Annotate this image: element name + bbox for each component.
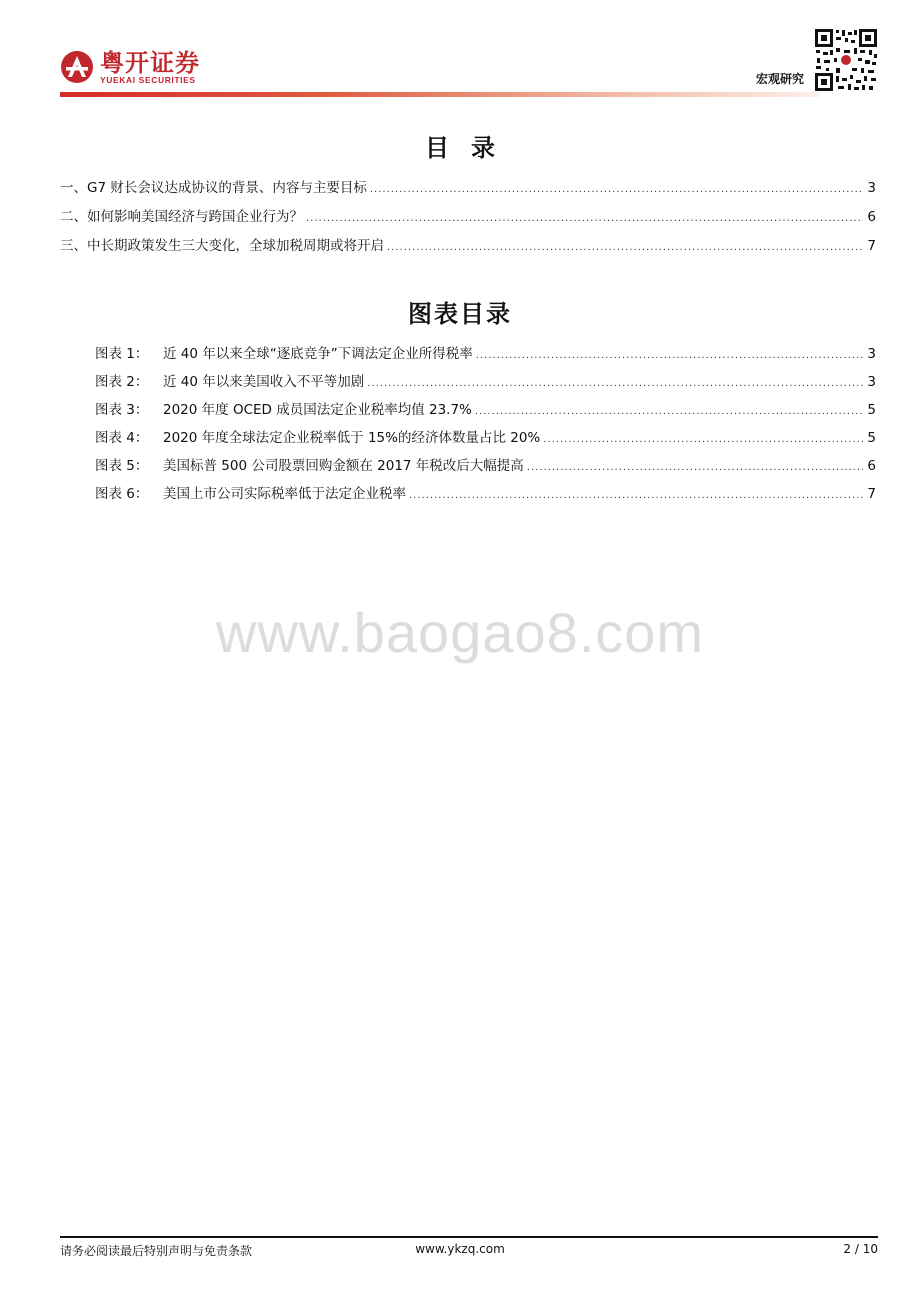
figure-entry[interactable] [95, 373, 876, 393]
company-logo [60, 48, 280, 88]
figure-entry-number: 图表 3： [95, 402, 149, 418]
figure-entry-number: 图表 4： [95, 430, 149, 446]
figure-entry[interactable] [95, 485, 876, 505]
figure-entry-number: 图表 1： [95, 346, 149, 362]
toc-entry-page: 7 [867, 238, 876, 254]
toc-entry[interactable] [60, 179, 876, 199]
toc-entry[interactable] [60, 237, 876, 257]
figure-entry-page: 5 [867, 402, 876, 418]
dot-leader [527, 459, 864, 477]
figure-entry-page: 3 [867, 374, 876, 390]
page-number: 2 / 10 [843, 1242, 878, 1256]
dot-leader [370, 181, 864, 199]
toc-entry-number: 二、 [60, 209, 87, 225]
figure-entry-title: 美国上市公司实际税率低于法定企业税率 [163, 486, 406, 502]
header-divider [60, 92, 820, 97]
footer-website[interactable]: www.ykzq.com [415, 1242, 505, 1256]
company-name-cn: 粤开证券 [100, 49, 200, 77]
dot-leader [409, 487, 863, 505]
figure-entry[interactable] [95, 401, 876, 421]
figure-entry-page: 5 [867, 430, 876, 446]
figure-entry-title: 2020 年度 OCED 成员国法定企业税率均值 23.7% [163, 402, 472, 418]
toc-heading: 目录 [425, 134, 517, 162]
figure-entry-title: 美国标普 500 公司股票回购金额在 2017 年税改后大幅提高 [163, 458, 524, 474]
figure-entry-number: 图表 5： [95, 458, 149, 474]
watermark: www.baogao8.com [215, 601, 705, 664]
figure-entry-page: 6 [867, 458, 876, 474]
toc-entry-page: 3 [867, 180, 876, 196]
dot-leader [475, 403, 864, 421]
dot-leader [543, 431, 863, 449]
toc-entry-number: 一、 [60, 180, 87, 196]
dot-leader [306, 210, 863, 228]
toc-entry[interactable] [60, 208, 876, 228]
figure-entry[interactable] [95, 457, 876, 477]
figure-list-heading: 图表目录 [408, 300, 512, 328]
figure-entry-page: 3 [867, 346, 876, 362]
figure-entry-title: 近 40 年以来全球“逐底竞争”下调法定企业所得税率 [163, 346, 473, 362]
footer-divider [60, 1236, 878, 1238]
figure-entry-page: 7 [867, 486, 876, 502]
yuekai-logo-icon [60, 50, 94, 84]
figure-entry-title: 2020 年度全球法定企业税率低于 15%的经济体数量占比 20% [163, 430, 541, 446]
figure-entry[interactable] [95, 429, 876, 449]
toc-entry-title: 中长期政策发生三大变化，全球加税周期或将开启 [87, 238, 384, 254]
toc-entry-title: 如何影响美国经济与跨国企业行为？ [87, 209, 303, 225]
footer-disclaimer: 请务必阅读最后特别声明与免责条款 [60, 1244, 253, 1258]
toc-entry-page: 6 [867, 209, 876, 225]
figure-entry-number: 图表 2： [95, 374, 149, 390]
toc-entry-number: 三、 [60, 238, 87, 254]
figure-entry-title: 近 40 年以来美国收入不平等加剧 [163, 374, 365, 390]
dot-leader [367, 375, 863, 393]
figure-entry-number: 图表 6： [95, 486, 149, 502]
figure-entry[interactable] [95, 345, 876, 365]
company-name-en: YUEKAI SECURITIES [100, 75, 196, 85]
qr-code-icon [814, 28, 878, 92]
report-category: 宏观研究 [756, 72, 805, 86]
dot-leader [476, 347, 864, 365]
toc-entry-title: G7 财长会议达成协议的背景、内容与主要目标 [87, 180, 367, 196]
dot-leader [387, 239, 863, 257]
